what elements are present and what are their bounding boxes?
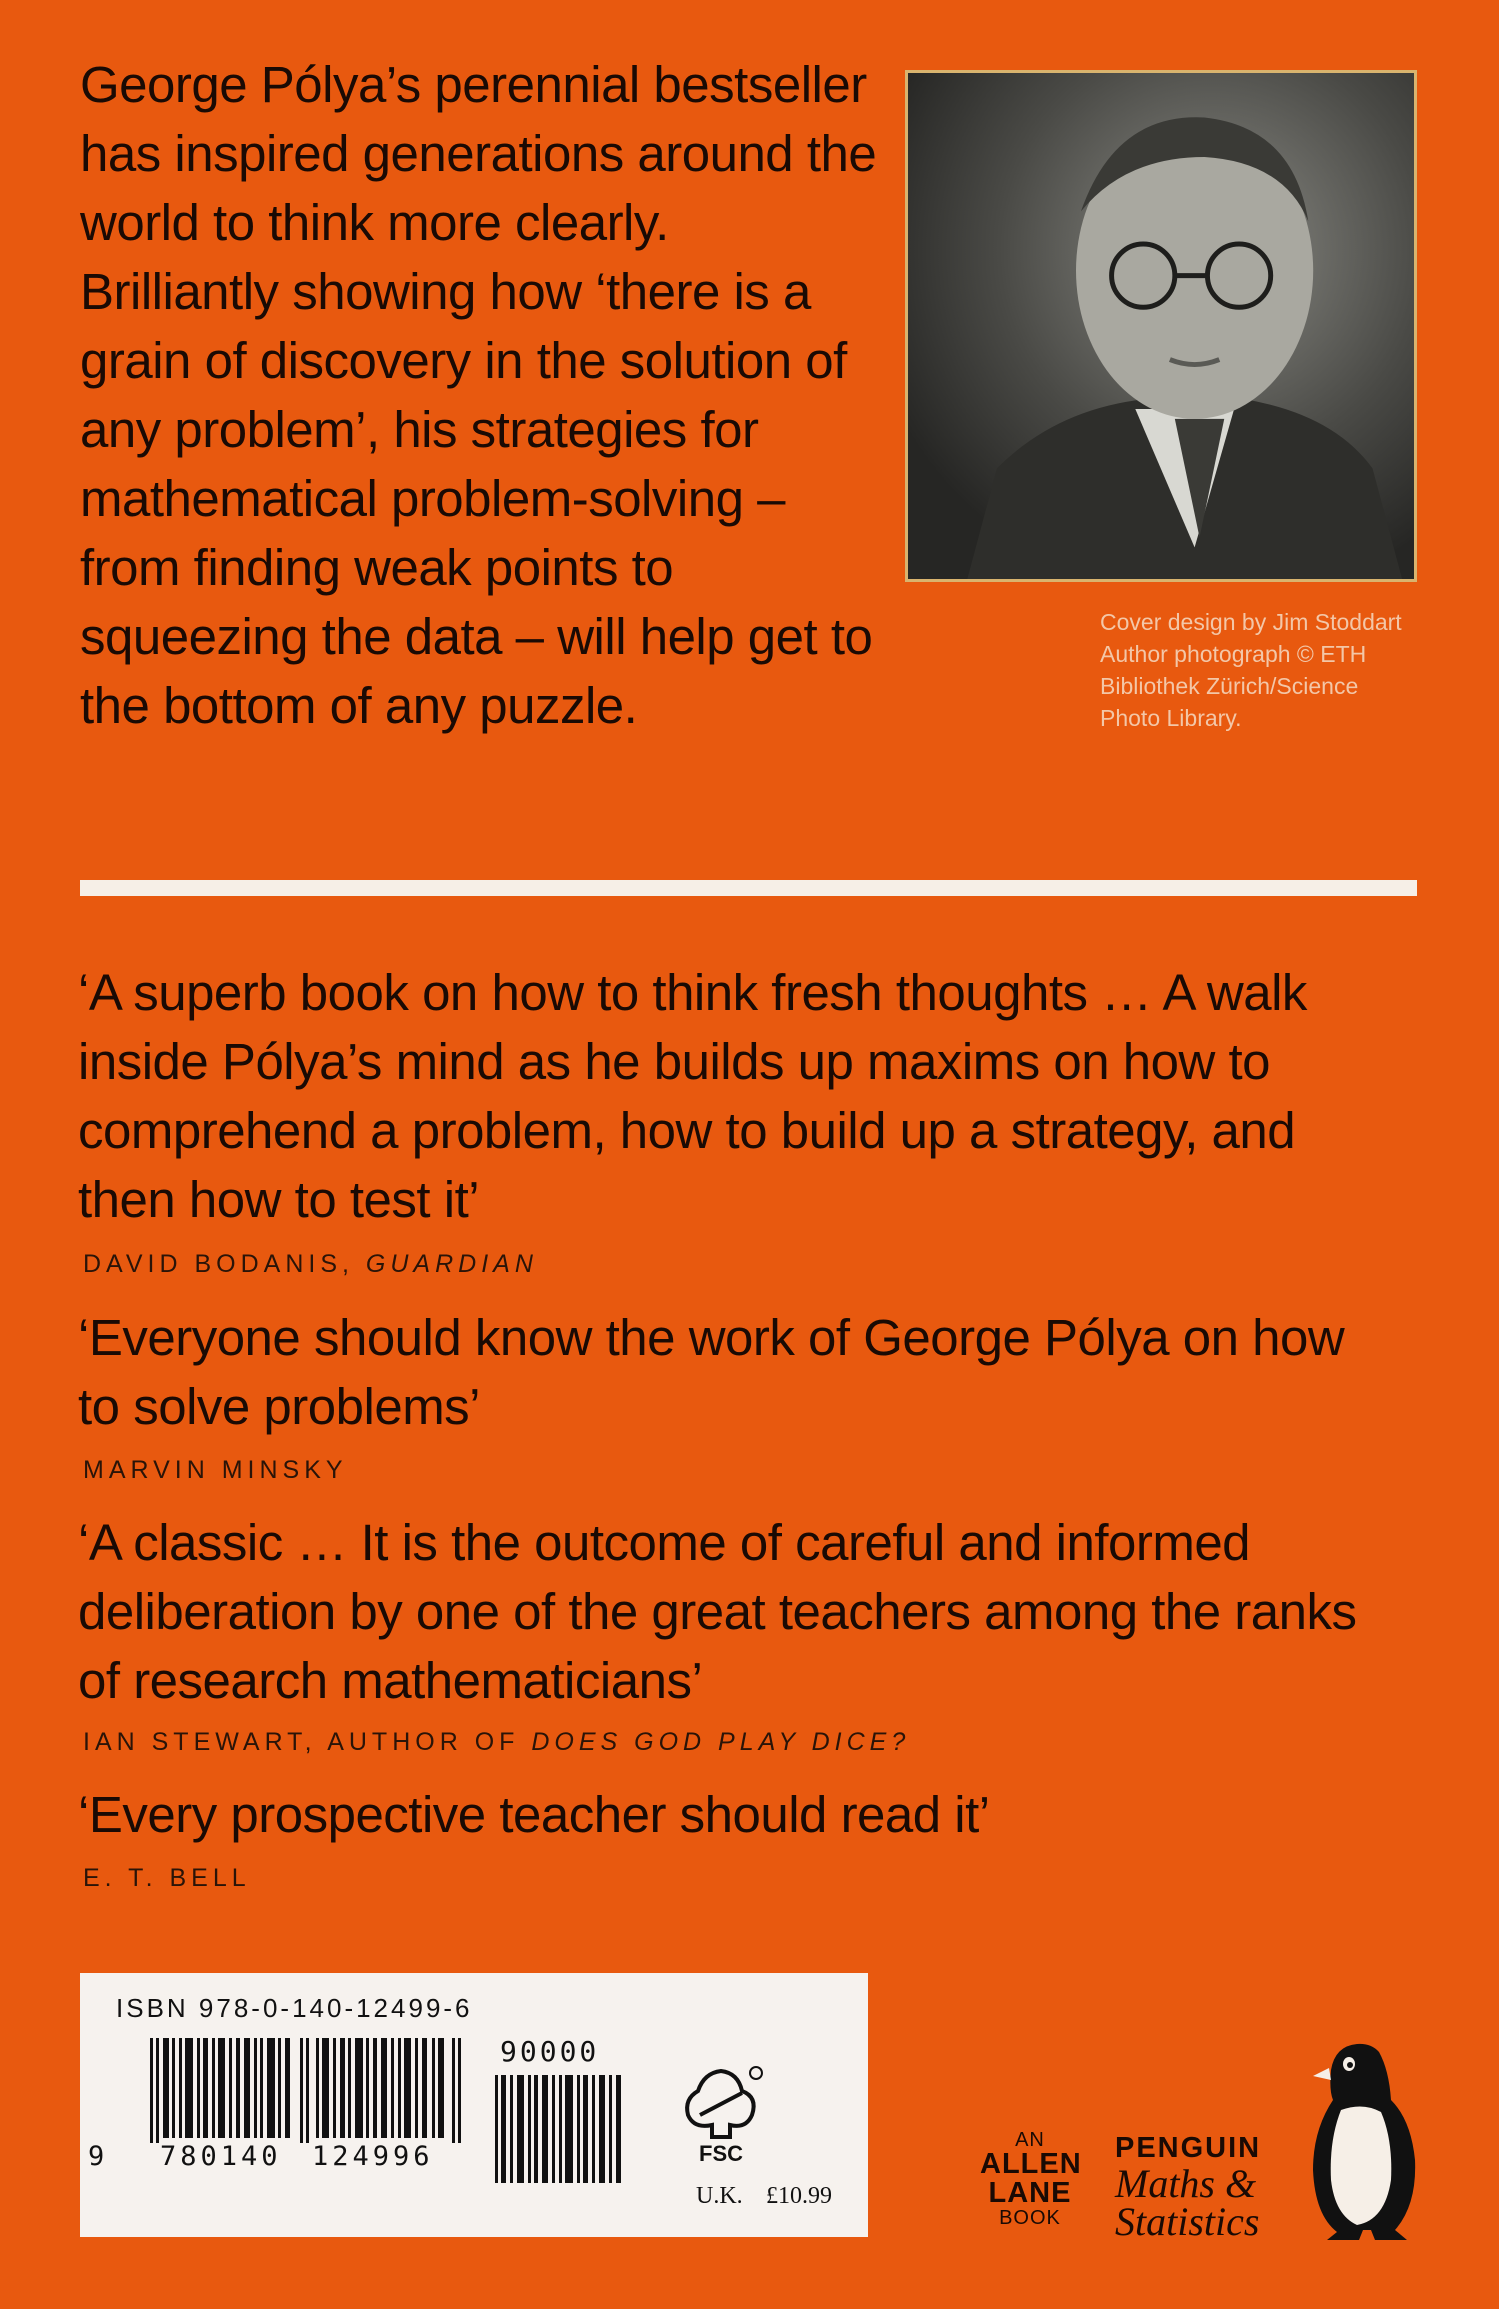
blurb-text: George Pólya’s perennial bestseller has inspired generations around the world to think more clearly. Brilliantly showing how ‘there is a grain of discovery in the solution of any problem’, his strategies for mathematical problem-solving – from finding weak points to squeezing the data – will help get to the bottom of any puzzle. xyxy=(80,56,877,734)
price: £10.99 xyxy=(766,2183,832,2209)
attribution-author: MARVIN MINSKY xyxy=(83,1456,348,1484)
price-region: U.K. xyxy=(696,2183,743,2209)
review-attribution xyxy=(83,1250,538,1279)
review-attribution xyxy=(83,1864,251,1893)
review-attribution xyxy=(83,1456,348,1485)
attribution-author: IAN STEWART, AUTHOR OF xyxy=(83,1728,532,1756)
barcode-bars xyxy=(150,2038,470,2143)
author-photo xyxy=(905,70,1417,582)
review-attribution xyxy=(83,1728,910,1757)
barcode-digits-right: 124996 xyxy=(312,2141,434,2172)
barcode-digits-left: 780140 xyxy=(160,2141,282,2172)
series-line2: Statistics xyxy=(1115,2199,1260,2244)
fsc-logo-icon xyxy=(676,2063,766,2168)
author-portrait-image xyxy=(908,73,1414,579)
barcode-addon-number: 90000 xyxy=(500,2035,600,2068)
review-quote: ‘A superb book on how to think fresh thoughts … A walk inside Pólya’s mind as he builds up maxims on how to comprehend a problem, how to build up a strategy, and then how to test it’ xyxy=(78,964,1307,1228)
credit-line: Photo Library. xyxy=(1100,705,1242,731)
review-quote: ‘A classic … It is the outcome of careful and informed deliberation by one of the great teachers among the ranks of research mathematicians’ xyxy=(78,1514,1357,1709)
attribution-author: DAVID BODANIS, xyxy=(83,1250,366,1278)
fsc-text: FSC xyxy=(699,2141,743,2166)
allen-lane-imprint xyxy=(980,2130,1080,2228)
isbn-barcode-panel xyxy=(80,1973,868,2237)
cover-credits xyxy=(1100,606,1450,734)
credit-line: Bibliothek Zürich/Science xyxy=(1100,673,1359,699)
attribution-author: E. T. BELL xyxy=(83,1864,251,1892)
isbn-label: ISBN 978-0-140-12499-6 xyxy=(116,1993,473,2023)
imprint-lane: LANE xyxy=(988,2177,1072,2209)
credit-line: Cover design by Jim Stoddart xyxy=(1100,609,1402,635)
imprint-allen: ALLEN xyxy=(980,2148,1082,2180)
imprint-book: BOOK xyxy=(999,2207,1061,2229)
penguin-logo-icon xyxy=(1307,2040,1422,2245)
credit-line: Author photograph © ETH xyxy=(1100,641,1367,667)
series-line1: Maths & xyxy=(1115,2161,1257,2206)
series-name xyxy=(1115,2132,1262,2244)
review-quote: ‘Everyone should know the work of George Pólya on how to solve problems’ xyxy=(78,1309,1345,1435)
series-publisher: PENGUIN xyxy=(1115,2132,1262,2164)
attribution-source: GUARDIAN xyxy=(365,1250,538,1278)
review-quote: ‘Every prospective teacher should read it’ xyxy=(78,1786,990,1843)
barcode-addon-bars xyxy=(495,2048,635,2183)
attribution-source: DOES GOD PLAY DICE? xyxy=(531,1728,911,1756)
imprint-an: AN xyxy=(1015,2129,1045,2151)
section-divider xyxy=(80,880,1417,896)
barcode-lead-digit: 9 xyxy=(88,2141,109,2172)
